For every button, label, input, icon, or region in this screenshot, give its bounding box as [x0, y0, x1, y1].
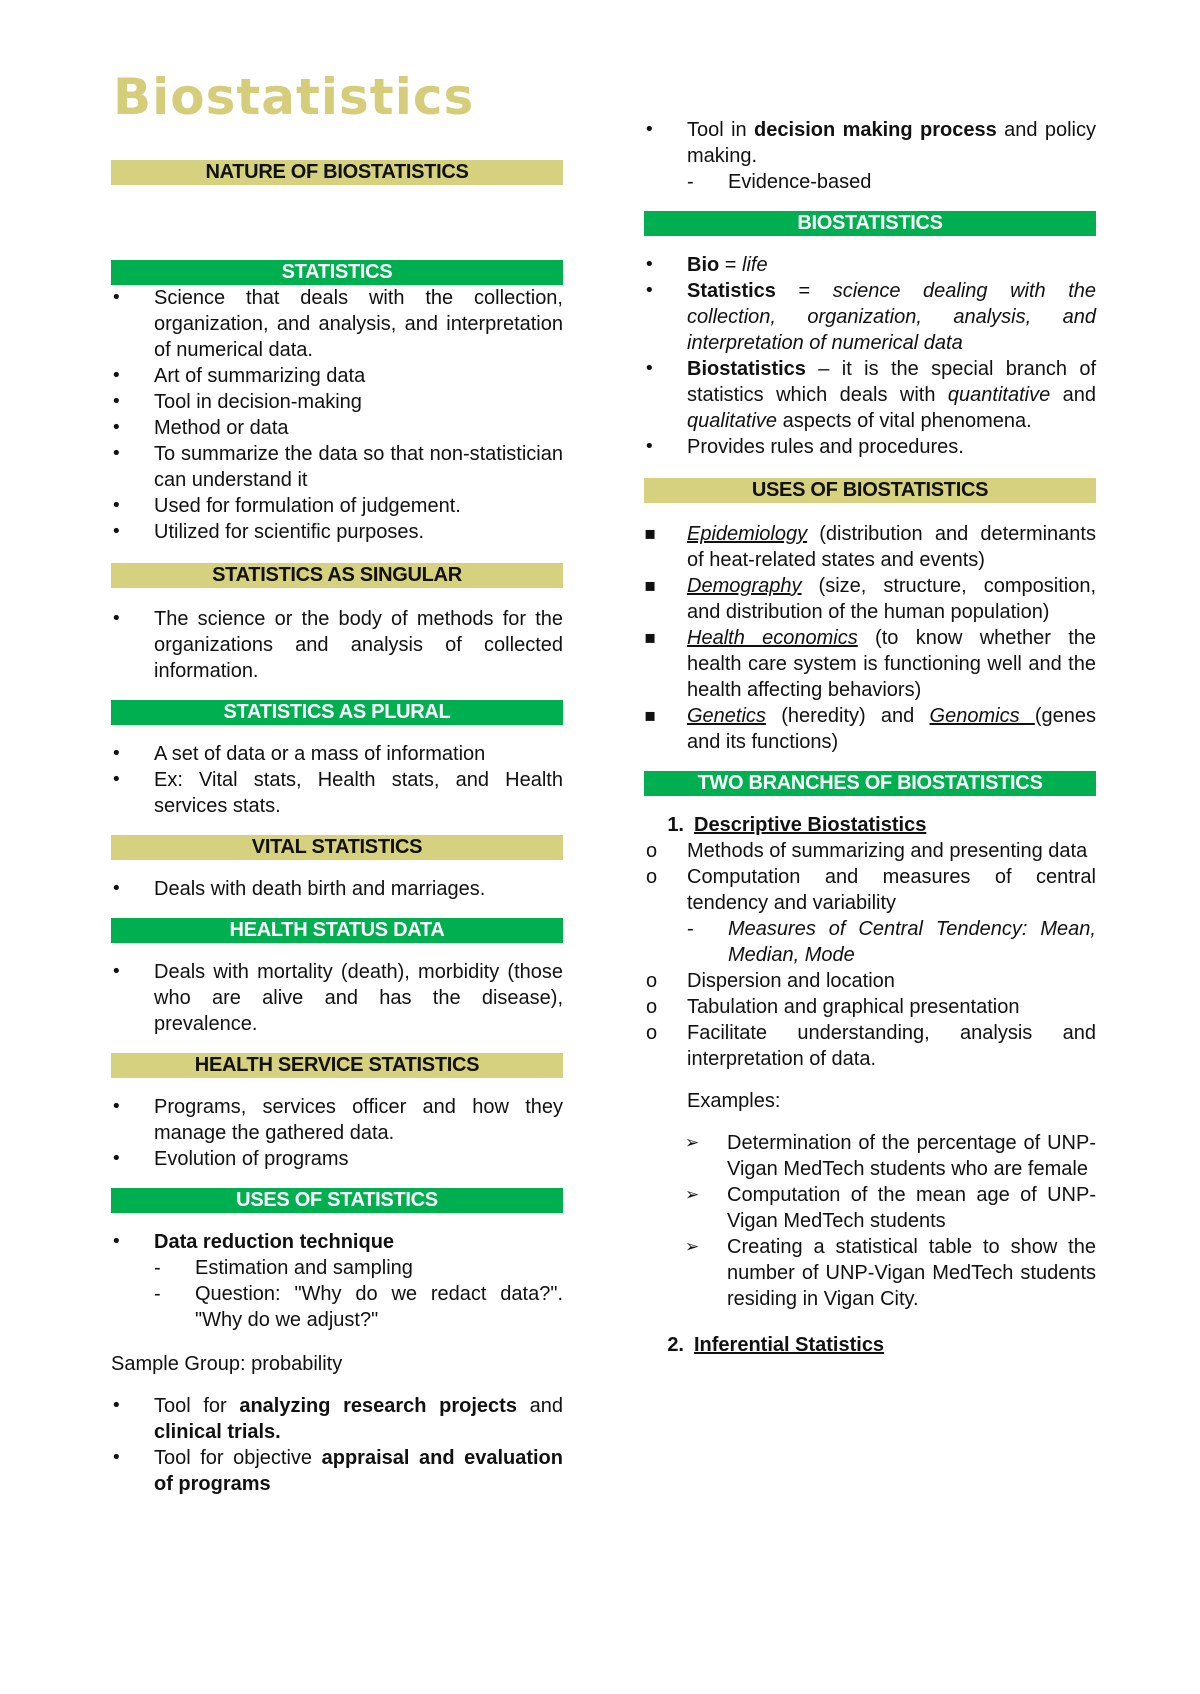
- data-reduction-sublist: [111, 1255, 563, 1333]
- section-header-singular: STATISTICS AS SINGULAR: [111, 563, 563, 588]
- branch-descriptive-heading: 1. Descriptive Biostatistics: [667, 814, 927, 836]
- list-item: • Tool in decision making process and policy making. - Evidence-based: [644, 117, 1096, 195]
- list-item: ▪ Demography (size, structure, composition, and distribution of the human population): [644, 573, 1096, 625]
- list-item: • Art of summarizing data: [111, 363, 563, 389]
- list-item: • Tool for objective appraisal and evaluation of programs: [111, 1445, 563, 1497]
- list-item: ▪ Health economics (to know whether the health care system is functioning well and the health affecting behaviors): [644, 625, 1096, 703]
- section-header-biostatistics: BIOSTATISTICS: [644, 211, 1096, 236]
- list-item: • Biostatistics – it is the special branch of statistics which deals with quantitative and qualitative aspects of vital phenomena.: [644, 356, 1096, 434]
- descriptive-list: [644, 838, 1096, 1072]
- examples-list: [644, 1130, 1096, 1312]
- list-item: • Ex: Vital stats, Health stats, and Health services stats.: [111, 767, 563, 819]
- section-header-two-branches: TWO BRANCHES OF BIOSTATISTICS: [644, 771, 1096, 796]
- evidence-sublist: [644, 169, 1096, 195]
- sub-list-item: - Evidence-based: [687, 169, 1096, 195]
- examples-label: Examples:: [687, 1090, 781, 1112]
- section-header-uses-statistics: USES OF STATISTICS: [111, 1188, 563, 1213]
- section-header-vital: VITAL STATISTICS: [111, 835, 563, 860]
- list-item: o Facilitate understanding, analysis and interpretation of data.: [644, 1020, 1096, 1072]
- list-item: • A set of data or a mass of information: [111, 741, 563, 767]
- list-item: • Bio = life: [644, 252, 1096, 278]
- central-tendency-sublist: [644, 916, 1096, 968]
- vital-list: [111, 876, 563, 902]
- sub-list-item: - Estimation and sampling: [154, 1255, 563, 1281]
- decision-list: [644, 117, 1096, 195]
- right-column: [644, 117, 1096, 1358]
- list-item: • The science or the body of methods for the organizations and analysis of collected information.: [111, 606, 563, 684]
- list-item: • Utilized for scientific purposes.: [111, 519, 563, 545]
- sub-list-item: - Question: "Why do we redact data?". "Why do we adjust?": [154, 1281, 563, 1333]
- plural-list: [111, 741, 563, 819]
- section-header-statistics: STATISTICS: [111, 260, 563, 285]
- list-item: ▪ Epidemiology (distribution and determinants of heat-related states and events): [644, 521, 1096, 573]
- sub-list-item: - Measures of Central Tendency: Mean, Median, Mode: [687, 916, 1096, 968]
- list-item: o Tabulation and graphical presentation: [644, 994, 1096, 1020]
- list-item: • To summarize the data so that non-statistician can understand it: [111, 441, 563, 493]
- list-item: ➢ Computation of the mean age of UNP-Vigan MedTech students: [685, 1182, 1096, 1234]
- biostatistics-list: [644, 252, 1096, 460]
- statistics-list: [111, 285, 563, 545]
- list-item: • Used for formulation of judgement.: [111, 493, 563, 519]
- sample-group-text: Sample Group: probability: [111, 1353, 343, 1375]
- list-item: • Programs, services officer and how they manage the gathered data.: [111, 1094, 563, 1146]
- health-status-list: [111, 959, 563, 1037]
- data-reduction-label: Data reduction technique: [154, 1231, 395, 1253]
- left-column: [111, 160, 563, 1497]
- section-header-plural: STATISTICS AS PLURAL: [111, 700, 563, 725]
- list-item: • Provides rules and procedures.: [644, 434, 1096, 460]
- branch-inferential-heading: 2. Inferential Statistics: [667, 1334, 885, 1356]
- list-item: [111, 1229, 563, 1333]
- list-item: • Deals with death birth and marriages.: [111, 876, 563, 902]
- list-item: o Computation and measures of central tendency and variability - Measures of Central Tendency: Mean, Median, Mode: [644, 864, 1096, 968]
- tools-list: [111, 1393, 563, 1497]
- list-item: o Dispersion and location: [644, 968, 1096, 994]
- list-item: • Method or data: [111, 415, 563, 441]
- section-header-health-service: HEALTH SERVICE STATISTICS: [111, 1053, 563, 1078]
- list-item: • Science that deals with the collection, organization, and analysis, and interpretation of numerical data.: [111, 285, 563, 363]
- list-item: ➢ Determination of the percentage of UNP-Vigan MedTech students who are female: [685, 1130, 1096, 1182]
- list-item: • Deals with mortality (death), morbidity (those who are alive and has the disease), prevalence.: [111, 959, 563, 1037]
- section-header-health-status: HEALTH STATUS DATA: [111, 918, 563, 943]
- list-item: • Evolution of programs: [111, 1146, 563, 1172]
- page-title: Biostatistics: [113, 68, 475, 126]
- list-item: ▪ Genetics (heredity) and Genomics (genes and its functions): [644, 703, 1096, 755]
- list-item: • Tool in decision-making: [111, 389, 563, 415]
- list-item: o Methods of summarizing and presenting data: [644, 838, 1096, 864]
- section-header-uses-biostatistics: USES OF BIOSTATISTICS: [644, 478, 1096, 503]
- list-item: • Tool for analyzing research projects and clinical trials.: [111, 1393, 563, 1445]
- list-item: ➢ Creating a statistical table to show the number of UNP-Vigan MedTech students residing in Vigan City.: [685, 1234, 1096, 1312]
- uses-biostatistics-list: [644, 521, 1096, 755]
- uses-statistics-list: [111, 1229, 563, 1333]
- section-header-nature: NATURE OF BIOSTATISTICS: [111, 160, 563, 185]
- list-item: • Statistics = science dealing with the collection, organization, analysis, and interpretation of numerical data: [644, 278, 1096, 356]
- health-service-list: [111, 1094, 563, 1172]
- singular-list: [111, 606, 563, 684]
